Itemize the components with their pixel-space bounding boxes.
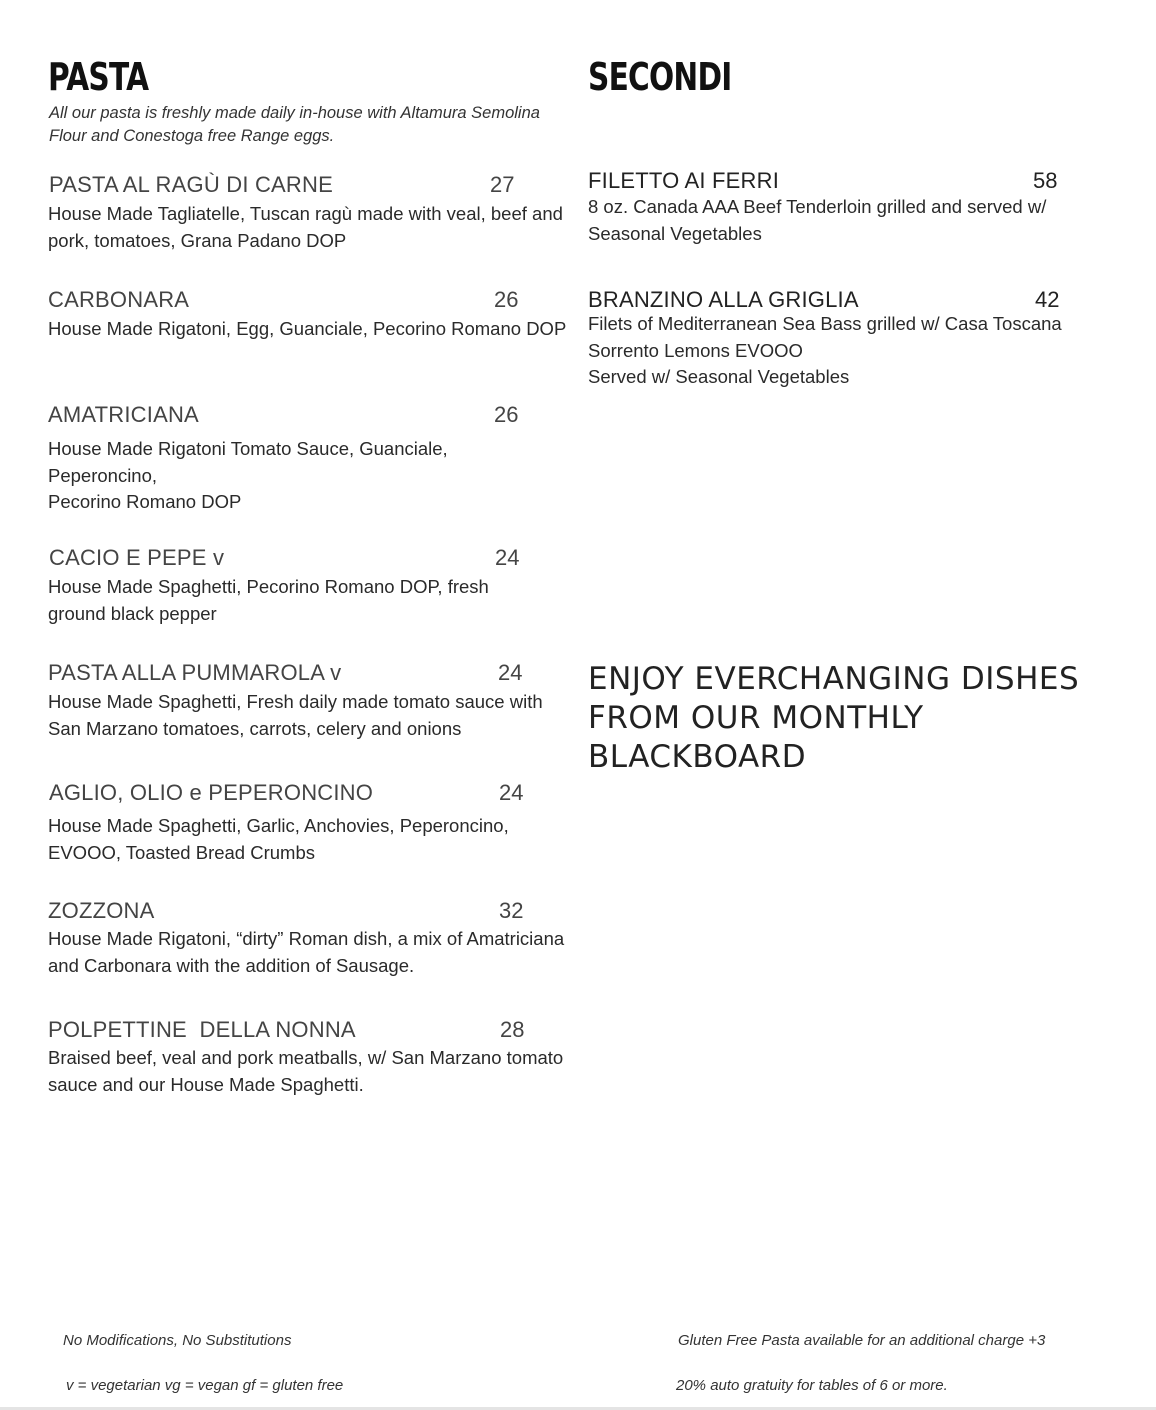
item-description: House Made Rigatoni Tomato Sauce, Guanciale, Peperoncino, Pecorino Romano DOP	[48, 438, 448, 512]
menu-item	[48, 780, 568, 866]
item-name: CACIO E PEPE v	[49, 545, 225, 570]
no-modifications-note: No Modifications, No Substitutions	[63, 1332, 292, 1349]
item-name: FILETTO AI FERRI	[588, 168, 780, 193]
dietary-legend: v = vegetarian vg = vegan gf = gluten free	[66, 1377, 344, 1394]
item-price: 24	[498, 660, 523, 685]
menu-item	[48, 545, 568, 627]
item-description: House Made Rigatoni, “dirty” Roman dish, a mix of Amatriciana and Carbonara with the addition of Sausage.	[48, 928, 565, 976]
item-description: House Made Tagliatelle, Tuscan ragù made with veal, beef and pork, tomatoes, Grana Padano DOP	[48, 203, 563, 251]
menu-item	[48, 287, 568, 343]
menu-item	[588, 168, 1128, 247]
secondi-title: SECONDI	[588, 55, 732, 99]
item-price: 26	[494, 287, 519, 312]
item-price: 42	[1035, 287, 1060, 312]
menu-item	[48, 402, 568, 516]
item-description: House Made Rigatoni, Egg, Guanciale, Pecorino Romano DOP	[48, 318, 567, 339]
item-name: BRANZINO ALLA GRIGLIA	[588, 287, 859, 312]
item-description: House Made Spaghetti, Garlic, Anchovies, Peperoncino, EVOOO, Toasted Bread Crumbs	[48, 815, 509, 863]
item-price: 28	[500, 1017, 525, 1042]
item-name: POLPETTINE DELLA NONNA	[48, 1017, 356, 1042]
item-price: 26	[494, 402, 519, 427]
item-price: 27	[490, 172, 515, 197]
blackboard-promo: ENJOY EVERCHANGING DISHES FROM OUR MONTHLY BLACKBOARD	[588, 661, 1080, 775]
item-name: CARBONARA	[48, 287, 190, 312]
item-description: 8 oz. Canada AAA Beef Tenderloin grilled and served w/ Seasonal Vegetables	[588, 196, 1047, 244]
pasta-title: PASTA	[48, 55, 149, 99]
pasta-intro: All our pasta is freshly made daily in-house with Altamura Semolina Flour and Conestoga free Range eggs.	[49, 104, 540, 145]
menu-item	[48, 1017, 568, 1098]
item-price: 24	[499, 780, 524, 805]
item-name: PASTA ALLA PUMMAROLA v	[48, 660, 342, 685]
item-price: 24	[495, 545, 520, 570]
item-description: Filets of Mediterranean Sea Bass grilled w/ Casa Toscana Sorrento Lemons EVOOO Served w/ Seasonal Vegetables	[588, 313, 1062, 387]
menu-item	[48, 898, 568, 979]
menu-item	[588, 287, 1128, 391]
item-price: 32	[499, 898, 524, 923]
item-name: ZOZZONA	[48, 898, 155, 923]
menu-item	[48, 660, 568, 742]
item-name: AMATRICIANA	[48, 402, 199, 427]
item-description: House Made Spaghetti, Fresh daily made tomato sauce with San Marzano tomatoes, carrots, celery and onions	[48, 691, 543, 739]
gluten-free-note: Gluten Free Pasta available for an additional charge +3	[678, 1332, 1046, 1349]
item-name: AGLIO, OLIO e PEPERONCINO	[49, 780, 374, 805]
item-description: Braised beef, veal and pork meatballs, w/ San Marzano tomato sauce and our House Made Spaghetti.	[48, 1047, 564, 1095]
item-name: PASTA AL RAGÙ DI CARNE	[49, 172, 333, 197]
gratuity-note: 20% auto gratuity for tables of 6 or more.	[676, 1377, 948, 1394]
item-price: 58	[1033, 168, 1058, 193]
item-description: House Made Spaghetti, Pecorino Romano DOP, fresh ground black pepper	[48, 576, 489, 624]
menu-item	[48, 172, 568, 254]
